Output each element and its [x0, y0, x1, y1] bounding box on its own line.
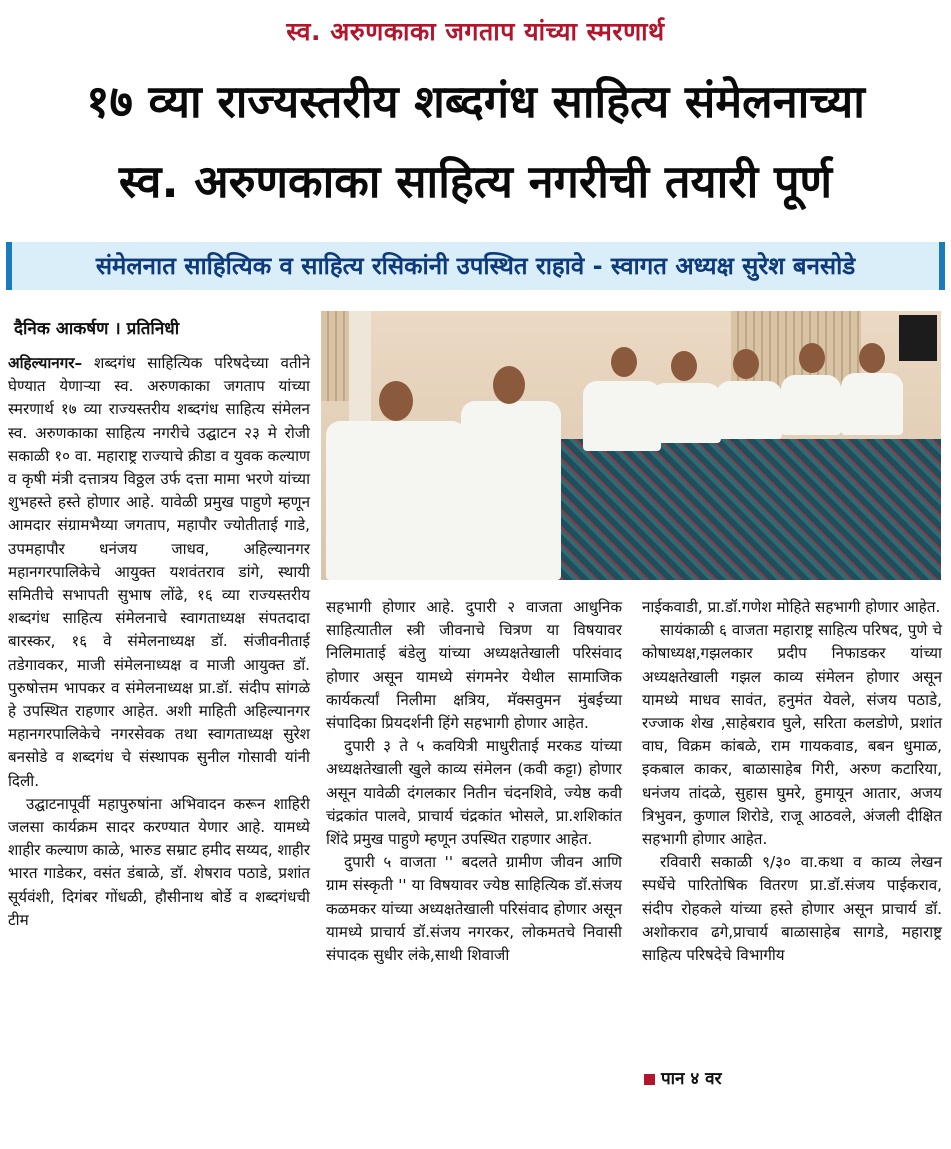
paragraph: शब्दगंध साहित्यिक परिषदेच्या वतीने घेण्यात येणाऱ्या स्व. अरुणकाका जगताप यांच्या स्मरणार्थ १७ व्या राज्यस्तरीय शब्दगंध साहित्य संमेलन स्व. अरुणकाका साहित्य नगरीचे उद्घाटन २३ मे रोजी सकाळी १० वा. महाराष्ट्र राज्याचे क्रीडा व युवक कल्याण व कृषी मंत्री दत्तात्रय विठ्ठल उर्फ दत्ता मामा भरणे यांच्या शुभहस्ते हस्ते होणार आहे. यावेळी प्रमुख पाहुणे म्हणून आमदार संग्रामभैय्या जगताप, महापौर ज्योतीताई गाडे, उपमहापौर धनंजय जाधव, अहिल्यानगर महानगरपालिकेचे आयुक्त यशवंतराव डांगे, स्थायी समितीचे सभापती सुभाष लोंढे, १६ व्या राज्यस्तरीय शब्दगंध साहित्य संमेलनाचे स्वागताध्यक्ष संपतदादा बारस्कर, १६ वे संमेलनाध्यक्ष डॉ. संजीवनीताई तडेगावकर, माजी संमेलनाध्यक्ष व माजी आयुक्त डॉ. पुरुषोत्तम भापकर व संमेलनाध्यक्ष प्रा.डॉ. संदीप सांगळे हे उपस्थित राहणार आहेत. अशी माहिती अहिल्यानगर महानगरपालिकेचे नगरसेवक तथा स्वागताध्यक्ष सुरेश बनसोडे व शब्दगंध चे संस्थापक सुनील गोसावी यांनी दिली.	[8, 354, 310, 790]
paragraph: रविवारी सकाळी ९/३० वा.कथा व काव्य लेखन स्पर्धेचे पारितोषिक वितरण प्रा.डॉ.संजय पाईकराव, संदीप रोहकले यांच्या हस्ते होणार असून प्राचार्य डॉ. अशोकराव ढगे,प्राचार्य बाळासाहेब सागडे, महाराष्ट्र साहित्य परिषदेचे विभागीय	[642, 853, 942, 965]
dateline-place: अहिल्यानगर–	[8, 354, 83, 372]
person-4	[651, 383, 721, 443]
paragraph: सायंकाळी ६ वाजता महाराष्ट्र साहित्य परिषद, पुणे चे कोषाध्यक्ष,गझलकार प्रदीप निफाडकर यांच्या अध्यक्षतेखाली गझल काव्य संमेलन होणार असून यामध्ये माधव सावंत, हनुमंत येवले, संजय पठाडे, रज्जाक शेख ,साहेबराव घुले, सरिता कलडोणे, प्रशांत वाघ, विक्रम कांबळे, राम गायकवाड, बबन धुमाळ, इकबाल काकर, बाळासाहेब गिरी, अरुण कटारिया, धनंजय तांदळे, सुहास घुमरे, हुमायून आतार, अजय त्रिभुवन, कुणाल शिरोडे, राजू आठवले, अंजली दीक्षित सहभागी होणार आहेत.	[642, 621, 942, 849]
subheadline: संमेलनात साहित्यिक व साहित्य रसिकांनी उपस्थित राहावे - स्वागत अध्यक्ष सुरेश बनसोडे	[95, 252, 856, 280]
paragraph: दुपारी ५ वाजता '' बदलते ग्रामीण जीवन आणि ग्राम संस्कृती '' या विषयावर ज्येष्ठ साहित्यिक डॉ.संजय कळमकर यांच्या अध्यक्षतेखाली परिसंवाद होणार असून यामध्ये प्राचार्य डॉ.संजय नगरकर, लोकमतचे निवासी संपादक सुधीर लंके,साथी शिवाजी	[326, 853, 622, 965]
person-2	[461, 401, 561, 580]
person-4-head	[671, 351, 697, 381]
person-6-head	[799, 343, 825, 373]
person-7-head	[859, 343, 885, 373]
kicker-title: स्व. अरुणकाका जगताप यांच्या स्मरणार्थ	[286, 17, 665, 46]
headline-line-2: स्व. अरुणकाका साहित्य नगरीची तयारी पूर्ण	[118, 155, 833, 208]
person-5-head	[733, 349, 759, 379]
continued-marker	[644, 1066, 722, 1089]
person-1	[326, 421, 466, 580]
headline-line-1: १७ व्या राज्यस्तरीय शब्दगंध साहित्य संमेलनाच्या	[86, 75, 865, 128]
article-column-1	[8, 352, 310, 932]
continued-label: पान ४ वर	[661, 1069, 722, 1089]
person-7	[841, 373, 903, 435]
article-column-3	[642, 596, 942, 967]
event-photo	[321, 311, 941, 580]
person-6	[781, 375, 841, 435]
person-1-head	[379, 381, 413, 421]
window-blinds	[321, 311, 349, 401]
byline: दैनिक आकर्षण । प्रतिनिधी	[14, 319, 180, 339]
table-cloth	[514, 439, 941, 580]
person-3-head	[611, 347, 637, 377]
paragraph: दुपारी ३ ते ५ कवयित्री माधुरीताई मरकड यांच्या अध्यक्षतेखाली खुले काव्य संमेलन (कवी कट्टा) होणार असून यावेळी दंगलकार नितीन चंदनशिवे, ज्येष्ठ कवी चंद्रकांत पालवे, प्राचार्य चंद्रकांत भोसले, प्रा.शशिकांत शिंदे प्रमुख पाहुणे म्हणून उपस्थित राहणार आहेत.	[326, 737, 622, 849]
subheadline-bar	[6, 242, 945, 290]
paragraph: सहभागी होणार आहे. दुपारी २ वाजता आधुनिक साहित्यातील स्त्री जीवनाचे चित्रण या विषयावर निलिमाताई बंडेलु यांच्या अध्यक्षतेखाली परिसंवाद होणार असून यामध्ये संगमनेर येथील सामाजिक कार्यकर्त्यां निलीमा क्षत्रिय, मॅक्सवुमन मुंबईच्या संपादिका प्रियदर्शनी हिंगे सहभागी होणार आहेत.	[326, 598, 622, 733]
person-5	[716, 381, 782, 439]
speaker-box	[899, 315, 937, 361]
paragraph: नाईकवाडी, प्रा.डॉ.गणेश मोहिते सहभागी होणार आहेत.	[642, 598, 941, 616]
paragraph: उद्घाटनापूर्वी महापुरुषांना अभिवादन करून शाहिरी जलसा कार्यक्रम सादर करण्यात येणार आहे. यामध्ये शाहीर कल्याण काळे, भारुड सम्राट हमीद सय्यद, शाहीर भारत गाडेकर, वसंत डंबाळे, डॉ. शेषराव पठाडे, प्रशांत सूर्यवंशी, दिगंबर गोंधळी, हौसीनाथ बोर्डे व शब्दगंधची टीम	[8, 794, 310, 929]
square-bullet-icon	[644, 1074, 655, 1085]
person-2-head	[493, 366, 525, 404]
person-3	[583, 381, 661, 451]
article-column-2	[326, 596, 622, 967]
